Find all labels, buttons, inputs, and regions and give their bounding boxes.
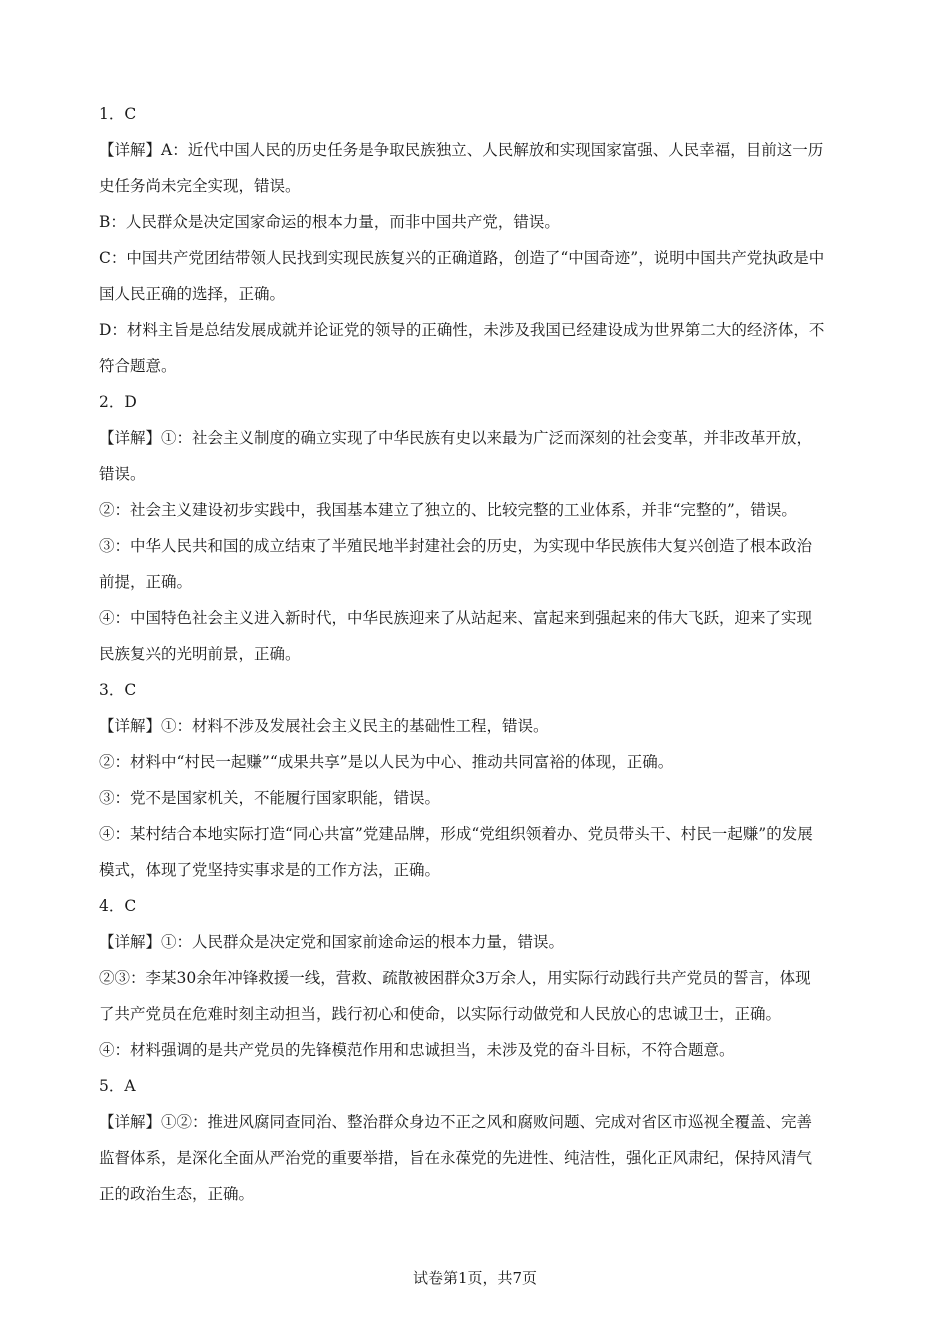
text-line: D：材料主旨是总结发展成就并论证党的领导的正确性，未涉及我国已经建设成为世界第二大的经济体，不 bbox=[99, 321, 825, 339]
text-line: 符合题意。 bbox=[99, 357, 177, 375]
text-line: 3．C bbox=[99, 681, 137, 699]
text-line: 5．A bbox=[99, 1077, 136, 1095]
text-line: 前提，正确。 bbox=[99, 573, 193, 591]
page-footer: 试卷第1页，共7页 bbox=[412, 1269, 538, 1287]
text-line: ②：材料中“村民一起赚”“成果共享”是以人民为中心、推动共同富裕的体现，正确。 bbox=[99, 753, 674, 771]
text-line: 模式，体现了党坚持实事求是的工作方法，正确。 bbox=[99, 861, 441, 879]
text-line: 监督体系，是深化全面从严治党的重要举措，旨在永葆党的先进性、纯洁性，强化正风肃纪，保持风清气 bbox=[99, 1149, 813, 1167]
text-line: ②③：李某30余年冲锋救援一线，营救、疏散被困群众3万余人，用实际行动践行共产党员的誓言，体现 bbox=[99, 969, 811, 987]
text-line: 【详解】①：社会主义制度的确立实现了中华民族有史以来最为广泛而深刻的社会变革，并非改革开放， bbox=[99, 429, 813, 447]
text-line: ③：党不是国家机关，不能履行国家职能，错误。 bbox=[99, 789, 441, 807]
text-line: ②：社会主义建设初步实践中，我国基本建立了独立的、比较完整的工业体系，并非“完整的”，错误。 bbox=[99, 501, 797, 519]
text-line: 错误。 bbox=[99, 465, 146, 483]
text-line: 1．C bbox=[99, 105, 137, 123]
text-line: 史任务尚未完全实现，错误。 bbox=[99, 177, 301, 195]
text-line: ③：中华人民共和国的成立结束了半殖民地半封建社会的历史，为实现中华民族伟大复兴创造了根本政治 bbox=[99, 537, 813, 555]
text-line: 2．D bbox=[99, 393, 137, 411]
answer-content bbox=[99, 96, 859, 1212]
text-line: 【详解】A：近代中国人民的历史任务是争取民族独立、人民解放和实现国家富强、人民幸福，目前这一历 bbox=[99, 141, 824, 159]
text-line: ④：某村结合本地实际打造“同心共富”党建品牌，形成“党组织领着办、党员带头干、村民一起赚”的发展 bbox=[99, 825, 813, 843]
text-line: ④：材料强调的是共产党员的先锋模范作用和忠诚担当，未涉及党的奋斗目标，不符合题意。 bbox=[99, 1041, 735, 1059]
text-line: 【详解】①②：推进风腐同查同治、整治群众身边不正之风和腐败问题、完成对省区市巡视全覆盖、完善 bbox=[99, 1113, 813, 1131]
text-line: 4．C bbox=[99, 897, 137, 915]
text-line: 国人民正确的选择，正确。 bbox=[99, 285, 286, 303]
text-line: 正的政治生态，正确。 bbox=[99, 1185, 255, 1203]
text-line: 【详解】①：材料不涉及发展社会主义民主的基础性工程，错误。 bbox=[99, 717, 549, 735]
text-line: C：中国共产党团结带领人民找到实现民族复兴的正确道路，创造了“中国奇迹”，说明中国共产党执政是中 bbox=[99, 249, 825, 267]
text-line: ④：中国特色社会主义进入新时代，中华民族迎来了从站起来、富起来到强起来的伟大飞跃，迎来了实现 bbox=[99, 609, 813, 627]
text-line: 【详解】①：人民群众是决定党和国家前途命运的根本力量，错误。 bbox=[99, 933, 565, 951]
text-line: 了共产党员在危难时刻主动担当，践行初心和使命，以实际行动做党和人民放心的忠诚卫士，正确。 bbox=[99, 1005, 782, 1023]
text-line: B：人民群众是决定国家命运的根本力量，而非中国共产党，错误。 bbox=[99, 213, 560, 231]
text-line: 民族复兴的光明前景，正确。 bbox=[99, 645, 301, 663]
